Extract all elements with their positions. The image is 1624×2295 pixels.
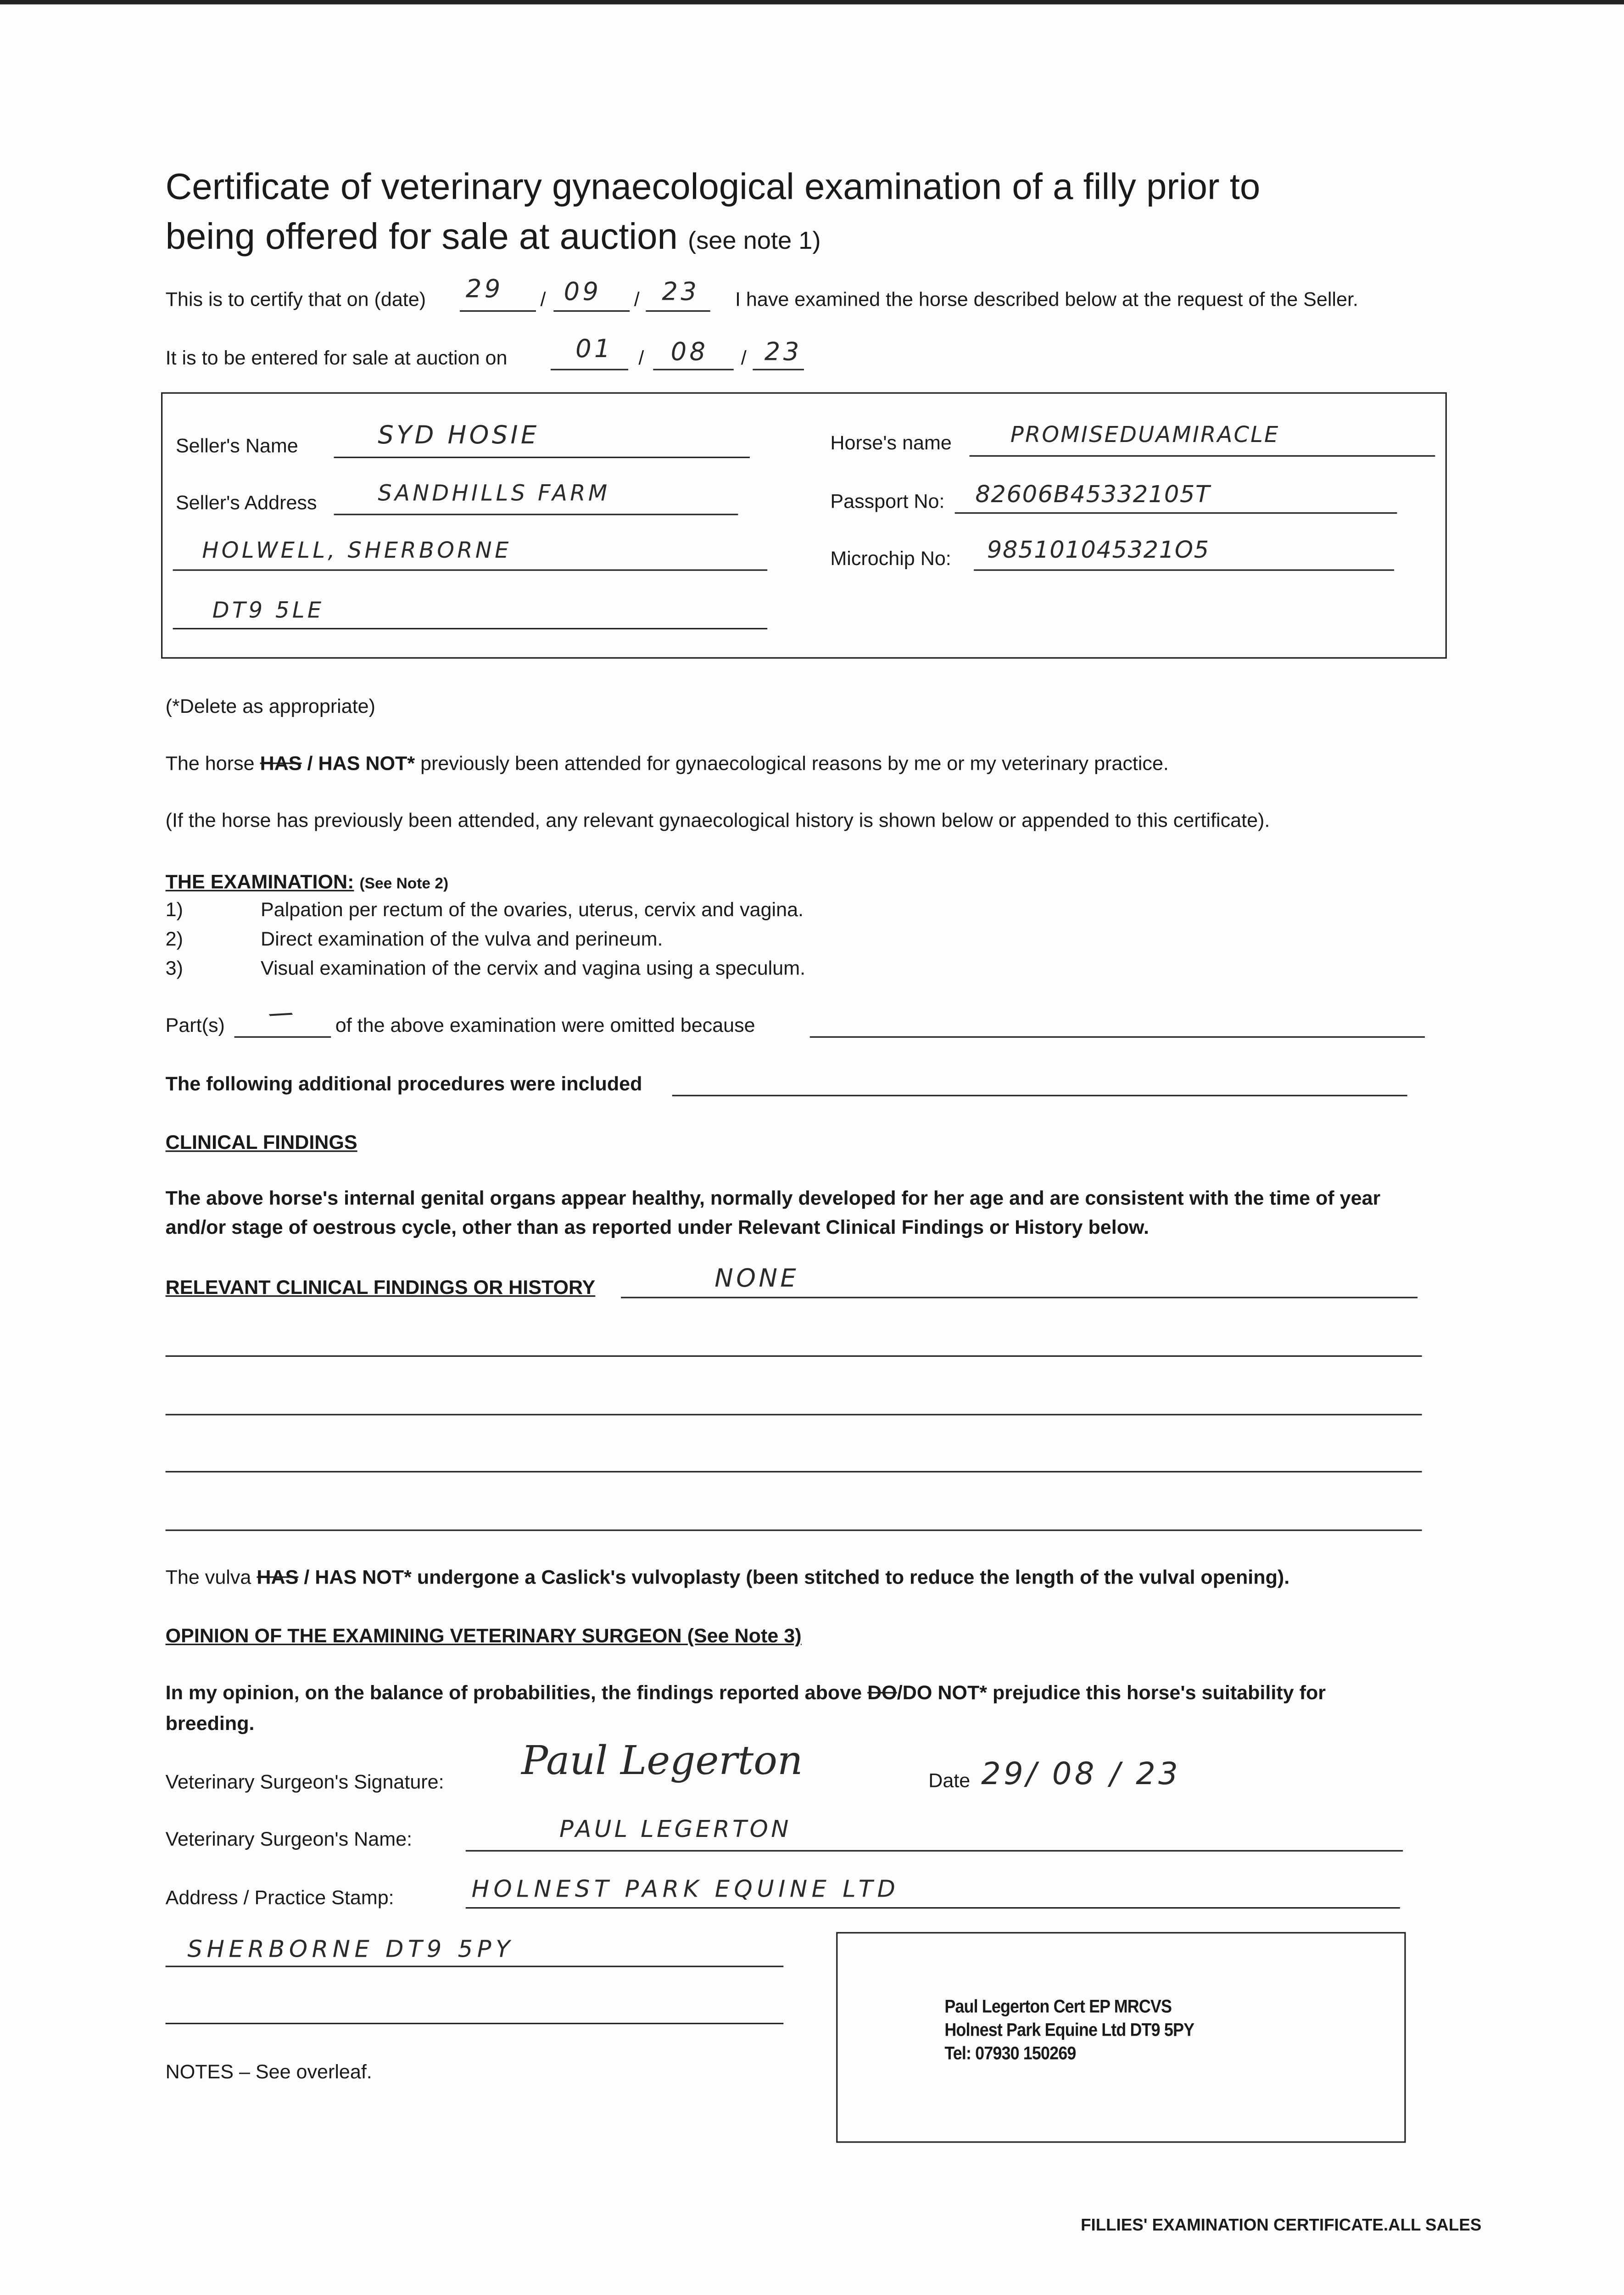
auction-date-day[interactable]: 01: [575, 335, 613, 365]
vet-name-label: Veterinary Surgeon's Name:: [165, 1828, 413, 1850]
sep: /: [540, 288, 546, 311]
certify-label: This is to certify that on (date): [165, 288, 426, 311]
practice-address-line-2[interactable]: SHERBORNE DT9 5PY: [187, 1935, 514, 1963]
option-has[interactable]: HAS: [260, 752, 302, 774]
microchip-label: Microchip No:: [830, 547, 951, 570]
findings-line[interactable]: [166, 1414, 1422, 1415]
parts-label: Part(s): [165, 1014, 225, 1036]
sep: /: [741, 347, 747, 369]
findings-line[interactable]: [166, 1529, 1422, 1531]
clinical-paragraph-2: and/or stage of oestrous cycle, other than as reported under Relevant Clinical Findings or History below.: [165, 1216, 1149, 1238]
clinical-findings-heading: CLINICAL FINDINGS: [165, 1131, 357, 1153]
opinion-heading: OPINION OF THE EXAMINING VETERINARY SURGEON (See Note 3): [165, 1624, 802, 1647]
signature-label: Veterinary Surgeon's Signature:: [165, 1771, 444, 1793]
findings-line[interactable]: [166, 1355, 1422, 1357]
seller-name-label: Seller's Name: [175, 435, 298, 457]
exam-item: Palpation per rectum of the ovaries, uterus, cervix and vagina.: [261, 898, 804, 921]
exam-item: Visual examination of the cervix and vagina using a speculum.: [261, 957, 806, 980]
signature-date-field[interactable]: 29/ 08 / 23: [981, 1756, 1181, 1792]
exam-item: Direct examination of the vulva and perineum.: [261, 928, 663, 950]
seller-name-field[interactable]: SYD HOSIE: [378, 421, 540, 451]
notes-label: NOTES – See overleaf.: [165, 2060, 372, 2083]
seller-address-label: Seller's Address: [175, 492, 317, 514]
opinion-option-do[interactable]: DO: [867, 1681, 897, 1704]
title-line-2: being offered for sale at auction: [165, 216, 678, 258]
page-title: [166, 162, 1261, 266]
microchip-field[interactable]: 985101045321O5: [987, 536, 1210, 564]
practice-address-line-1[interactable]: HOLNEST PARK EQUINE LTD: [471, 1875, 900, 1903]
history-note: (If the horse has previously been attended, any relevant gynaecological history is shown below or appended to this certificate).: [165, 809, 1270, 832]
opinion-statement: In my opinion, on the balance of probabilities, the findings reported above DO/DO NOT* prejudice this horse's suitability for: [165, 1681, 1326, 1704]
seller-address-line-2[interactable]: HOLWELL, SHERBORNE: [202, 537, 512, 564]
option-has-not[interactable]: / HAS NOT*: [301, 752, 415, 774]
vulva-statement: The vulva HAS / HAS NOT* undergone a Caslick's vulvoplasty (been stitched to reduce the length of the vulval opening).: [165, 1566, 1290, 1588]
relevant-findings-label: RELEVANT CLINICAL FINDINGS OR HISTORY: [165, 1276, 596, 1299]
auction-date-year[interactable]: 23: [764, 338, 802, 368]
vet-signature[interactable]: Paul Legerton: [521, 1739, 803, 1785]
practice-address-line-3[interactable]: [166, 2023, 784, 2024]
exam-date-year[interactable]: 23: [662, 278, 700, 308]
practice-stamp: Paul Legerton Cert EP MRCVS Holnest Park Equine Ltd DT9 5PY Tel: 07930 150269: [944, 1996, 1194, 2064]
findings-line[interactable]: [166, 1471, 1422, 1472]
exam-item-number: 3): [165, 957, 183, 980]
omitted-reason-field[interactable]: [810, 1036, 1425, 1038]
auction-date-month[interactable]: 08: [670, 338, 709, 368]
vet-name-field[interactable]: PAUL LEGERTON: [559, 1815, 792, 1843]
auction-label: It is to be entered for sale at auction on: [165, 347, 508, 369]
title-note: (see note 1): [688, 227, 821, 255]
exam-date-day[interactable]: 29: [465, 275, 503, 305]
additional-procedures-field[interactable]: [672, 1095, 1407, 1096]
horse-name-label: Horse's name: [830, 431, 952, 454]
passport-field[interactable]: 82606B45332105T: [975, 480, 1211, 508]
attended-statement: The horse HAS / HAS NOT* previously been attended for gynaecological reasons by me or my veterinary practice.: [165, 752, 1169, 774]
practice-address-label: Address / Practice Stamp:: [165, 1886, 394, 1909]
exam-date-month[interactable]: 09: [564, 278, 602, 308]
examination-heading: THE EXAMINATION: (See Note 2): [165, 871, 449, 893]
exam-item-number: 1): [165, 898, 183, 921]
sep: /: [638, 347, 644, 369]
omitted-label: of the above examination were omitted because: [335, 1014, 755, 1036]
parts-field[interactable]: /: [265, 1003, 297, 1028]
additional-procedures-label: The following additional procedures were included: [165, 1073, 642, 1095]
sep: /: [634, 288, 640, 311]
vulva-option-has[interactable]: HAS: [257, 1566, 299, 1588]
horse-name-field[interactable]: PROMISEDUAMIRACLE: [1010, 421, 1280, 448]
scan-edge: [0, 0, 1624, 5]
relevant-findings-field[interactable]: NONE: [714, 1265, 799, 1294]
seller-address-line-3[interactable]: DT9 5LE: [212, 597, 324, 624]
opinion-line-2: breeding.: [165, 1712, 255, 1735]
footer-text: FILLIES' EXAMINATION CERTIFICATE.ALL SALES: [1081, 2217, 1482, 2235]
delete-note: (*Delete as appropriate): [165, 695, 375, 717]
clinical-paragraph-1: The above horse's internal genital organs appear healthy, normally developed for her age and are consistent with the time of year: [165, 1187, 1381, 1209]
exam-item-number: 2): [165, 928, 183, 950]
passport-label: Passport No:: [830, 490, 945, 513]
title-line-1: Certificate of veterinary gynaecological examination of a filly prior to: [165, 167, 1261, 208]
certify-suffix: I have examined the horse described below at the request of the Seller.: [735, 288, 1358, 311]
seller-address-line-1[interactable]: SANDHILLS FARM: [378, 480, 610, 507]
signature-date-label: Date: [928, 1769, 971, 1792]
